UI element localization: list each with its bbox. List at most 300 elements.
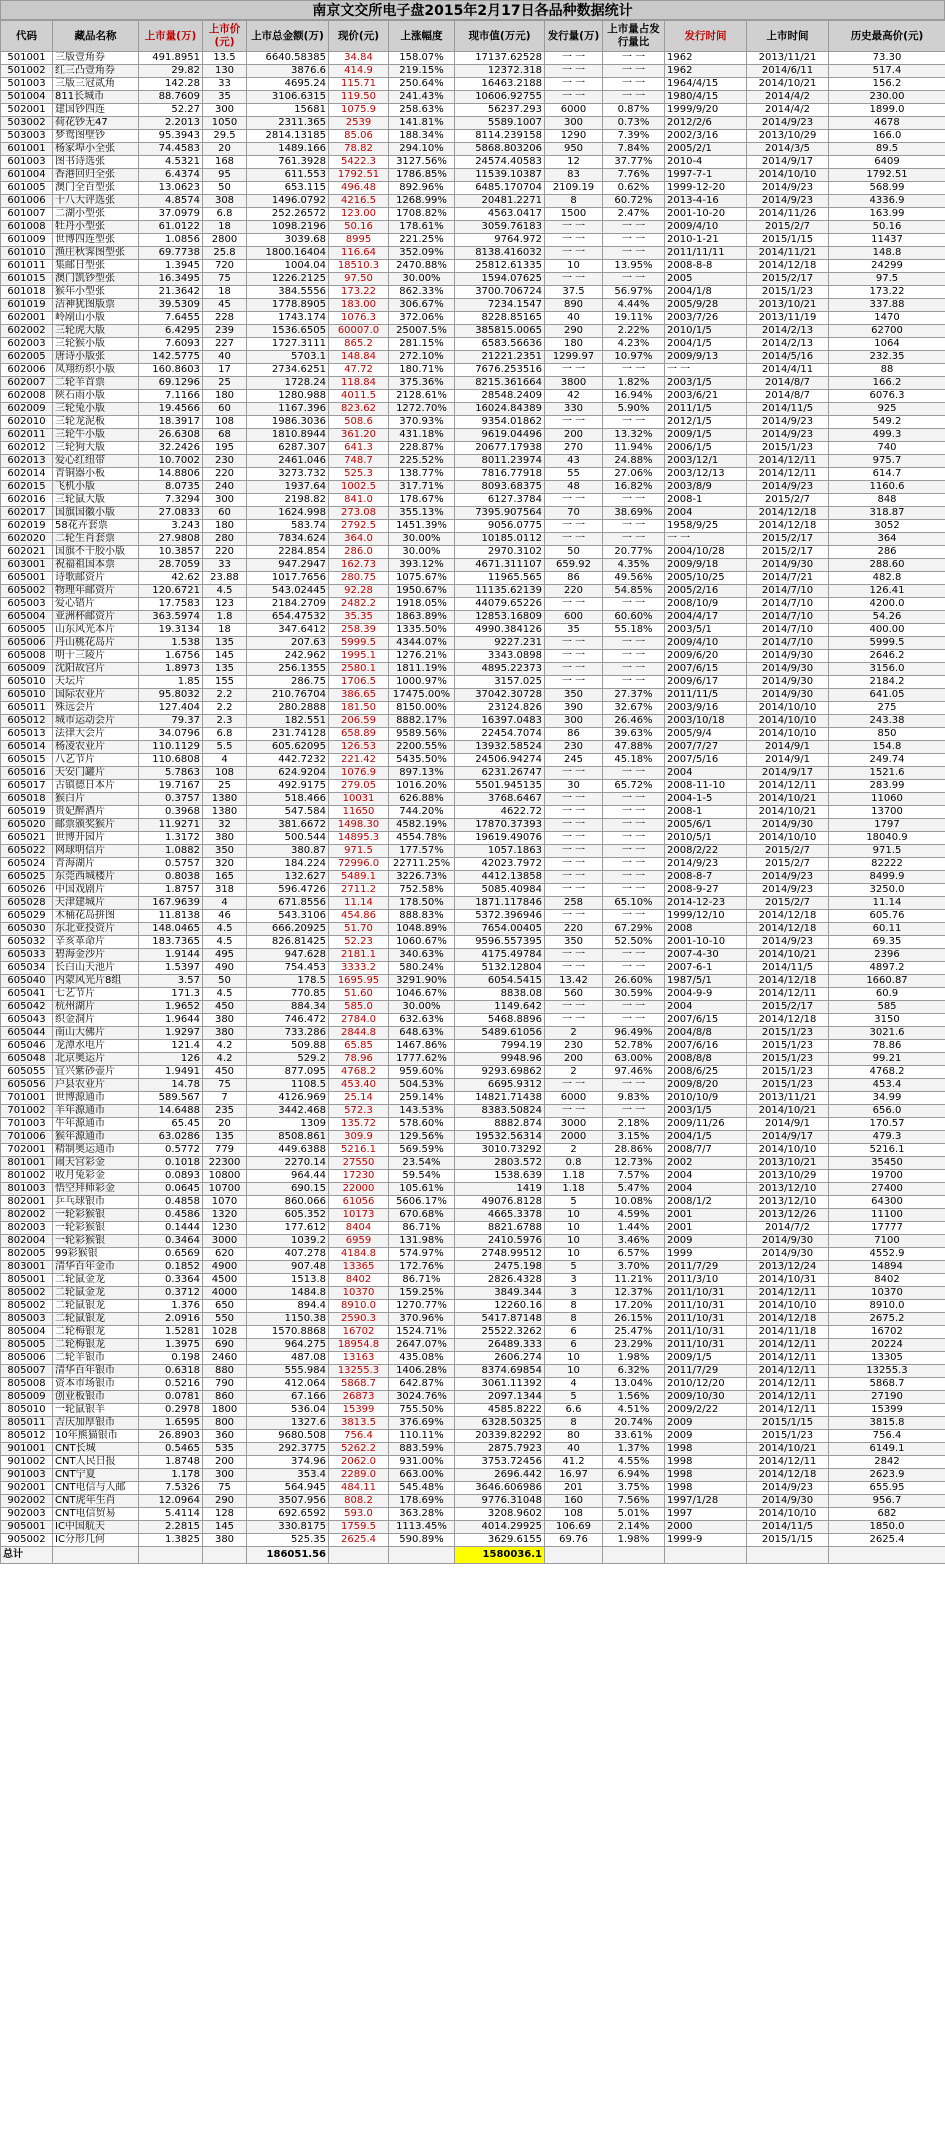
cell-rise: 177.57% (389, 845, 455, 858)
cell-listed-qty: 69.7738 (139, 247, 203, 260)
cell-highest-price: 1797 (829, 819, 945, 832)
cell-current-price: 18510.3 (329, 260, 389, 273)
cell-listed-amount: 15681 (247, 104, 329, 117)
cell-listed-date: 2015/1/15 (747, 1534, 829, 1547)
cell-listed-ratio: 1.98% (603, 1534, 665, 1547)
cell-market-value: 37042.30728 (455, 689, 545, 702)
cell-highest-price: 35450 (829, 1157, 945, 1170)
cell-listed-amount: 1017.7656 (247, 572, 329, 585)
cell-listed-date: 2014/9/30 (747, 676, 829, 689)
cell-name: 三版壹角券 (53, 52, 139, 65)
cell-highest-price: 27190 (829, 1391, 945, 1404)
cell-listed-amount: 1513.8 (247, 1274, 329, 1287)
cell-code: 905002 (1, 1534, 53, 1547)
cell-issue-date: 2004/1/5 (665, 338, 747, 351)
cell-issue-qty: 69.76 (545, 1534, 603, 1547)
cell-market-value: 2696.442 (455, 1469, 545, 1482)
cell-listed-ratio: 16.82% (603, 481, 665, 494)
cell-issue-qty: 2109.19 (545, 182, 603, 195)
cell-issue-qty: 55 (545, 468, 603, 481)
cell-listed-price: 650 (203, 1300, 247, 1313)
cell-rise: 138.77% (389, 468, 455, 481)
cell-listed-ratio: 30.59% (603, 988, 665, 1001)
cell-listed-date: 2014/10/10 (747, 1508, 829, 1521)
cell-market-value: 8215.361664 (455, 377, 545, 390)
table-row (1, 1040, 945, 1053)
cell-listed-qty: 13.0623 (139, 182, 203, 195)
cell-current-price: 148.84 (329, 351, 389, 364)
cell-market-value: 3061.11392 (455, 1378, 545, 1391)
cell-rise: 158.07% (389, 52, 455, 65)
cell-highest-price: 60.11 (829, 923, 945, 936)
cell-code: 605029 (1, 910, 53, 923)
cell-listed-ratio: 一 一 (603, 1079, 665, 1092)
cell-rise: 30.00% (389, 533, 455, 546)
cell-issue-date: 2008/2/22 (665, 845, 747, 858)
cell-listed-price: 1050 (203, 117, 247, 130)
cell-current-price: 8910.0 (329, 1300, 389, 1313)
cell-highest-price: 5999.5 (829, 637, 945, 650)
cell-listed-ratio: 45.18% (603, 754, 665, 767)
table-row (1, 221, 945, 234)
cell-listed-price: 4.5 (203, 585, 247, 598)
cell-rise: 1048.89% (389, 923, 455, 936)
cell-current-price: 1498.30 (329, 819, 389, 832)
cell-rise: 8150.00% (389, 702, 455, 715)
cell-listed-date: 2014/7/10 (747, 598, 829, 611)
cell-code: 602012 (1, 442, 53, 455)
cell-market-value: 3646.606986 (455, 1482, 545, 1495)
cell-current-price: 135.72 (329, 1118, 389, 1131)
cell-highest-price: 170.57 (829, 1118, 945, 1131)
cell-listed-ratio: 17.20% (603, 1300, 665, 1313)
cell-rise: 888.83% (389, 910, 455, 923)
cell-listed-qty: 14.6488 (139, 1105, 203, 1118)
cell-listed-ratio: 19.11% (603, 312, 665, 325)
cell-listed-ratio: 67.29% (603, 923, 665, 936)
cell-listed-price: 4.5 (203, 936, 247, 949)
cell-listed-amount: 1496.0792 (247, 195, 329, 208)
cell-current-price: 123.00 (329, 208, 389, 221)
cell-listed-amount: 487.08 (247, 1352, 329, 1365)
cell-listed-qty: 27.0833 (139, 507, 203, 520)
cell-market-value: 17137.62528 (455, 52, 545, 65)
cell-name: 一轮鼠银羊 (53, 1404, 139, 1417)
cell-name: 三轮狗大版 (53, 442, 139, 455)
cell-listed-qty: 0.8038 (139, 871, 203, 884)
cell-code: 901002 (1, 1456, 53, 1469)
cell-issue-qty: 3000 (545, 1118, 603, 1131)
cell-listed-ratio: 63.00% (603, 1053, 665, 1066)
cell-listed-price: 790 (203, 1378, 247, 1391)
cell-listed-ratio: 24.88% (603, 455, 665, 468)
cell-highest-price: 6409 (829, 156, 945, 169)
table-row (1, 169, 945, 182)
cell-listed-amount: 3507.956 (247, 1495, 329, 1508)
cell-listed-price: 4.2 (203, 1053, 247, 1066)
cell-issue-date: 2003/8/9 (665, 481, 747, 494)
cell-rise: 435.08% (389, 1352, 455, 1365)
cell-issue-date: 2009/1/5 (665, 429, 747, 442)
cell-listed-amount: 770.85 (247, 988, 329, 1001)
cell-name: 国旗国徽小版 (53, 507, 139, 520)
cell-listed-amount: 761.3928 (247, 156, 329, 169)
cell-rise: 178.61% (389, 221, 455, 234)
cell-listed-qty: 74.4583 (139, 143, 203, 156)
cell-market-value: 5501.945135 (455, 780, 545, 793)
cell-listed-qty: 11.9271 (139, 819, 203, 832)
cell-name: 荷花钞无47 (53, 117, 139, 130)
cell-name: 陕石雨小版 (53, 390, 139, 403)
table-row (1, 442, 945, 455)
cell-current-price: 5216.1 (329, 1144, 389, 1157)
cell-listed-qty: 88.7609 (139, 91, 203, 104)
cell-listed-price: 25.8 (203, 247, 247, 260)
cell-market-value: 9354.01862 (455, 416, 545, 429)
table-row (1, 1209, 945, 1222)
cell-issue-qty: 1299.97 (545, 351, 603, 364)
cell-listed-amount: 67.166 (247, 1391, 329, 1404)
cell-name: 猴年小型张 (53, 286, 139, 299)
cell-listed-amount: 1570.8868 (247, 1326, 329, 1339)
cell-listed-amount: 256.1355 (247, 663, 329, 676)
cell-listed-qty: 160.8603 (139, 364, 203, 377)
cell-market-value: 2097.1344 (455, 1391, 545, 1404)
cell-issue-date: 2003/10/18 (665, 715, 747, 728)
cell-rise: 574.97% (389, 1248, 455, 1261)
cell-highest-price: 1470 (829, 312, 945, 325)
cell-rise: 25007.5% (389, 325, 455, 338)
cell-market-value: 9056.0775 (455, 520, 545, 533)
cell-highest-price: 3250.0 (829, 884, 945, 897)
cell-current-price: 50.16 (329, 221, 389, 234)
cell-listed-qty: 11.8138 (139, 910, 203, 923)
cell-listed-ratio: 10.97% (603, 351, 665, 364)
cell-listed-ratio: 一 一 (603, 52, 665, 65)
cell-listed-date: 2014/10/21 (747, 78, 829, 91)
cell-market-value: 28548.2409 (455, 390, 545, 403)
cell-rise: 110.11% (389, 1430, 455, 1443)
cell-listed-price: 108 (203, 767, 247, 780)
cell-listed-amount: 754.453 (247, 962, 329, 975)
cell-name: 悟空拜师彩金 (53, 1183, 139, 1196)
total-empty (203, 1547, 247, 1564)
cell-listed-price: 2800 (203, 234, 247, 247)
cell-rise: 23.54% (389, 1157, 455, 1170)
cell-listed-qty: 0.198 (139, 1352, 203, 1365)
cell-listed-amount: 2311.365 (247, 117, 329, 130)
cell-listed-amount: 500.544 (247, 832, 329, 845)
cell-highest-price: 3156.0 (829, 663, 945, 676)
table-row (1, 117, 945, 130)
cell-listed-qty: 0.3757 (139, 793, 203, 806)
cell-market-value: 8114.239158 (455, 130, 545, 143)
cell-code: 605030 (1, 923, 53, 936)
cell-code: 602015 (1, 481, 53, 494)
cell-issue-date: 1998 (665, 1456, 747, 1469)
table-row (1, 1404, 945, 1417)
cell-issue-qty: 一 一 (545, 845, 603, 858)
cell-name: 龙潭水电片 (53, 1040, 139, 1053)
cell-listed-ratio: 一 一 (603, 598, 665, 611)
cell-market-value: 3208.9602 (455, 1508, 545, 1521)
cell-highest-price: 2625.4 (829, 1534, 945, 1547)
table-row (1, 1196, 945, 1209)
cell-code: 601018 (1, 286, 53, 299)
cell-listed-ratio: 1.56% (603, 1391, 665, 1404)
cell-listed-ratio: 11.21% (603, 1274, 665, 1287)
cell-issue-qty: 一 一 (545, 858, 603, 871)
cell-issue-qty: 50 (545, 546, 603, 559)
cell-listed-qty: 127.404 (139, 702, 203, 715)
cell-listed-amount: 1039.2 (247, 1235, 329, 1248)
cell-listed-qty: 589.567 (139, 1092, 203, 1105)
cell-listed-amount: 1167.396 (247, 403, 329, 416)
cell-current-price: 484.11 (329, 1482, 389, 1495)
cell-name: 羊年源通币 (53, 1105, 139, 1118)
cell-listed-qty: 2.2815 (139, 1521, 203, 1534)
table-row (1, 52, 945, 65)
cell-listed-amount: 207.63 (247, 637, 329, 650)
cell-listed-amount: 1489.166 (247, 143, 329, 156)
cell-listed-date: 2014/10/31 (747, 1274, 829, 1287)
cell-listed-date: 2013/11/21 (747, 1092, 829, 1105)
cell-code: 605012 (1, 715, 53, 728)
cell-listed-date: 2013/10/21 (747, 299, 829, 312)
cell-listed-date: 2014/7/21 (747, 572, 829, 585)
cell-listed-price: 2.2 (203, 689, 247, 702)
cell-listed-qty: 0.5757 (139, 858, 203, 871)
cell-market-value: 20481.2271 (455, 195, 545, 208)
cell-issue-date: 2011/3/10 (665, 1274, 747, 1287)
cell-rise: 1467.86% (389, 1040, 455, 1053)
cell-highest-price: 605.76 (829, 910, 945, 923)
cell-rise: 632.63% (389, 1014, 455, 1027)
total-empty (829, 1547, 945, 1564)
cell-listed-amount: 374.96 (247, 1456, 329, 1469)
cell-highest-price: 19700 (829, 1170, 945, 1183)
cell-listed-amount: 5703.1 (247, 351, 329, 364)
cell-listed-date: 2014/12/18 (747, 1014, 829, 1027)
cell-listed-date: 2014/10/10 (747, 728, 829, 741)
cell-current-price: 658.89 (329, 728, 389, 741)
cell-rise: 1075.67% (389, 572, 455, 585)
cell-issue-qty: 560 (545, 988, 603, 1001)
cell-name: 澳门凯钞型张 (53, 273, 139, 286)
table-row (1, 962, 945, 975)
cell-rise: 141.81% (389, 117, 455, 130)
cell-rise: 393.12% (389, 559, 455, 572)
cell-listed-price: 33 (203, 559, 247, 572)
cell-listed-amount: 449.6388 (247, 1144, 329, 1157)
cell-code: 601006 (1, 195, 53, 208)
table-row (1, 1508, 945, 1521)
cell-code: 805012 (1, 1430, 53, 1443)
cell-listed-qty: 7.6093 (139, 338, 203, 351)
cell-listed-ratio: 一 一 (603, 819, 665, 832)
cell-name: 丹山桃花岛片 (53, 637, 139, 650)
cell-market-value: 3700.706724 (455, 286, 545, 299)
cell-highest-price: 7100 (829, 1235, 945, 1248)
cell-listed-qty: 0.2978 (139, 1404, 203, 1417)
cell-listed-ratio: 60.72% (603, 195, 665, 208)
cell-rise: 59.54% (389, 1170, 455, 1183)
cell-listed-date: 2014/4/11 (747, 364, 829, 377)
cell-listed-amount: 884.34 (247, 1001, 329, 1014)
cell-listed-amount: 442.7232 (247, 754, 329, 767)
cell-listed-price: 308 (203, 195, 247, 208)
cell-listed-amount: 2284.854 (247, 546, 329, 559)
cell-highest-price: 1064 (829, 338, 945, 351)
cell-listed-ratio: 9.83% (603, 1092, 665, 1105)
cell-code: 602020 (1, 533, 53, 546)
cell-highest-price: 232.35 (829, 351, 945, 364)
cell-market-value: 2410.5976 (455, 1235, 545, 1248)
cell-listed-date: 2014/9/23 (747, 936, 829, 949)
cell-current-price: 183.00 (329, 299, 389, 312)
cell-rise: 294.10% (389, 143, 455, 156)
header-listed-amount: 上市总金额(万) (247, 21, 329, 52)
cell-listed-ratio: 12.37% (603, 1287, 665, 1300)
cell-listed-amount: 605.352 (247, 1209, 329, 1222)
cell-listed-qty: 0.5216 (139, 1378, 203, 1391)
cell-listed-ratio: 56.97% (603, 286, 665, 299)
cell-issue-date: 2004-9-9 (665, 988, 747, 1001)
cell-rise: 363.28% (389, 1508, 455, 1521)
cell-current-price: 17230 (329, 1170, 389, 1183)
cell-name: 二轮梅银龙 (53, 1339, 139, 1352)
cell-listed-ratio: 25.47% (603, 1326, 665, 1339)
cell-listed-date: 2015/1/23 (747, 1027, 829, 1040)
cell-rise: 862.33% (389, 286, 455, 299)
cell-listed-date: 2014/12/11 (747, 1287, 829, 1300)
cell-rise: 355.13% (389, 507, 455, 520)
cell-listed-price: 620 (203, 1248, 247, 1261)
cell-listed-date: 2013/12/24 (747, 1261, 829, 1274)
cell-market-value: 19532.56314 (455, 1131, 545, 1144)
cell-highest-price: 99.21 (829, 1053, 945, 1066)
cell-highest-price: 850 (829, 728, 945, 741)
cell-rise: 1046.67% (389, 988, 455, 1001)
cell-highest-price: 243.38 (829, 715, 945, 728)
cell-listed-date: 2014/9/1 (747, 1118, 829, 1131)
cell-name: CNT虎年生肖 (53, 1495, 139, 1508)
cell-name: 青铜器小板 (53, 468, 139, 481)
cell-listed-qty: 0.1444 (139, 1222, 203, 1235)
cell-issue-date: 2011/11/5 (665, 689, 747, 702)
cell-rise: 86.71% (389, 1222, 455, 1235)
cell-issue-qty: 258 (545, 897, 603, 910)
table-row (1, 338, 945, 351)
table-row (1, 559, 945, 572)
cell-issue-date: 2011/10/31 (665, 1300, 747, 1313)
cell-highest-price: 60.9 (829, 988, 945, 1001)
cell-listed-price: 380 (203, 832, 247, 845)
cell-market-value: 3629.6155 (455, 1534, 545, 1547)
cell-listed-amount: 2184.2709 (247, 598, 329, 611)
cell-listed-price: 720 (203, 260, 247, 273)
cell-listed-date: 2014/10/21 (747, 806, 829, 819)
cell-listed-price: 4 (203, 897, 247, 910)
cell-listed-price: 135 (203, 1131, 247, 1144)
cell-listed-date: 2014/10/10 (747, 1300, 829, 1313)
cell-listed-price: 4900 (203, 1261, 247, 1274)
cell-code: 501004 (1, 91, 53, 104)
cell-code: 601001 (1, 143, 53, 156)
cell-highest-price: 13255.3 (829, 1365, 945, 1378)
cell-listed-price: 2.3 (203, 715, 247, 728)
cell-listed-ratio: 一 一 (603, 884, 665, 897)
header-current-price: 现价(元) (329, 21, 389, 52)
cell-name: 世博源通币 (53, 1092, 139, 1105)
cell-issue-date: 2010/10/9 (665, 1092, 747, 1105)
cell-listed-price: 180 (203, 390, 247, 403)
cell-issue-date: 2011/10/31 (665, 1326, 747, 1339)
cell-listed-ratio: 一 一 (603, 637, 665, 650)
cell-code: 603001 (1, 559, 53, 572)
cell-rise: 375.36% (389, 377, 455, 390)
cell-listed-ratio: 2.18% (603, 1118, 665, 1131)
cell-name: 宜兴紫砂壶片 (53, 1066, 139, 1079)
cell-current-price: 173.22 (329, 286, 389, 299)
cell-rise: 22711.25% (389, 858, 455, 871)
cell-listed-ratio: 一 一 (603, 273, 665, 286)
cell-market-value: 8838.08 (455, 988, 545, 1001)
table-row (1, 182, 945, 195)
cell-listed-amount: 1937.64 (247, 481, 329, 494)
cell-listed-ratio: 11.94% (603, 442, 665, 455)
cell-code: 605008 (1, 650, 53, 663)
cell-code: 605003 (1, 598, 53, 611)
cell-issue-qty: 一 一 (545, 884, 603, 897)
cell-rise: 4554.78% (389, 832, 455, 845)
cell-rise: 372.06% (389, 312, 455, 325)
cell-issue-qty: 一 一 (545, 494, 603, 507)
table-row (1, 1183, 945, 1196)
table-row (1, 858, 945, 871)
cell-market-value: 10606.92755 (455, 91, 545, 104)
cell-listed-ratio: 一 一 (603, 845, 665, 858)
cell-current-price: 72996.0 (329, 858, 389, 871)
cell-current-price: 26873 (329, 1391, 389, 1404)
cell-listed-qty: 37.0979 (139, 208, 203, 221)
table-row (1, 1027, 945, 1040)
cell-listed-price: 4500 (203, 1274, 247, 1287)
cell-issue-date: 2005/10/25 (665, 572, 747, 585)
cell-issue-date: 2008-8-8 (665, 260, 747, 273)
cell-current-price: 51.70 (329, 923, 389, 936)
cell-issue-date: 2005/2/1 (665, 143, 747, 156)
cell-listed-price: 380 (203, 1534, 247, 1547)
cell-name: 法律大会片 (53, 728, 139, 741)
cell-listed-ratio: 47.88% (603, 741, 665, 754)
cell-listed-ratio: 97.46% (603, 1066, 665, 1079)
table-row (1, 403, 945, 416)
cell-market-value: 8138.416032 (455, 247, 545, 260)
cell-issue-date: 2012/1/5 (665, 416, 747, 429)
cell-name: 香港回归全张 (53, 169, 139, 182)
cell-listed-ratio: 2.22% (603, 325, 665, 338)
cell-name: 三轮龙泥板 (53, 416, 139, 429)
cell-issue-date: 2000 (665, 1521, 747, 1534)
cell-listed-ratio: 37.77% (603, 156, 665, 169)
cell-listed-ratio: 13.32% (603, 429, 665, 442)
cell-listed-ratio: 一 一 (603, 221, 665, 234)
cell-code: 805002 (1, 1287, 53, 1300)
cell-highest-price: 4336.9 (829, 195, 945, 208)
cell-highest-price: 6076.3 (829, 390, 945, 403)
cell-listed-price: 380 (203, 1027, 247, 1040)
